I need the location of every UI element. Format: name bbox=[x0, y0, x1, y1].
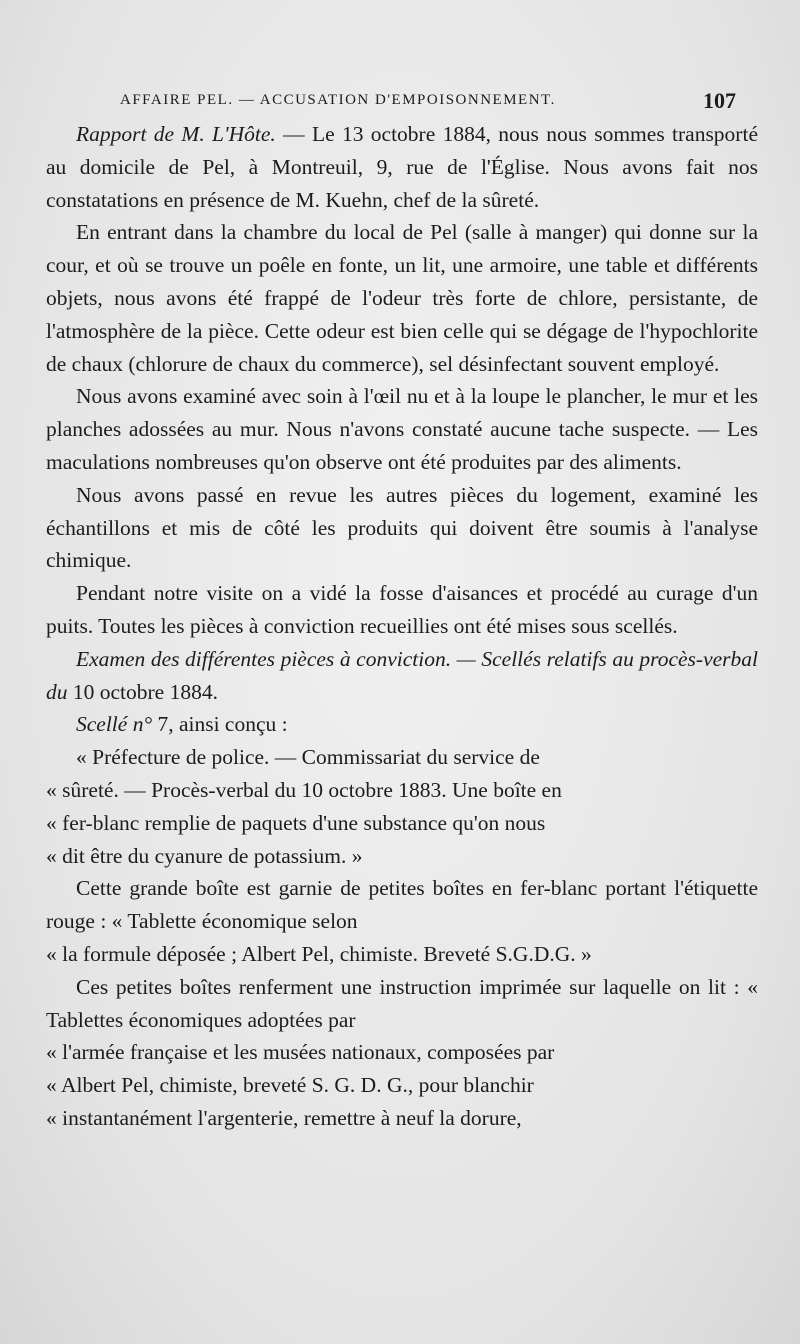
quote-line: « Albert Pel, chimiste, breveté S. G. D. G., pour blanchir bbox=[46, 1073, 534, 1098]
running-title: AFFAIRE PEL. — ACCUSATION D'EMPOISONNEMENT. bbox=[120, 92, 556, 108]
running-header bbox=[120, 88, 740, 112]
exhibits-heading-italic: Examen des différentes pièces à conviction. — Scellés relatifs au procès-verbal du bbox=[46, 646, 758, 704]
report-author: Rapport de M. L'Hôte. bbox=[76, 122, 276, 146]
seal-text: 7, ainsi conçu : bbox=[152, 712, 288, 737]
quote-line: « la formule déposée ; Albert Pel, chimiste. Breveté S.G.D.G. » bbox=[46, 941, 592, 966]
paragraph-floor-examination: Nous avons examiné avec soin à l'œil nu et à la loupe le plancher, le mur et les planches adossées au mur. Nous n'avons constaté aucune tache suspecte. — Les maculations nombreuses qu'on observe ont été produites par des aliments. bbox=[46, 384, 758, 474]
quote-line: « l'armée française et les musées nationaux, composées par bbox=[46, 1040, 555, 1065]
paragraph-seal-7 bbox=[46, 708, 758, 741]
report-intro-text: — Le 13 octobre 1884, nous nous sommes transporté au domicile de Pel, à Montreuil, 9, rue de l'Église. Nous avons fait nos constatations en présence de M. Kuehn, chef de la sûreté. bbox=[46, 122, 758, 212]
page-number: 107 bbox=[703, 88, 736, 113]
paragraph-other-rooms: Nous avons passé en revue les autres pièces du logement, examiné les échantillons et mis de côté les produits qui doivent être soumis à l'analyse chimique. bbox=[46, 482, 758, 573]
quote-line: « fer-blanc remplie de paquets d'une substance qu'on nous bbox=[46, 810, 546, 835]
paragraph-big-box: Cette grande boîte est garnie de petites boîtes en fer-blanc portant l'étiquette rouge : « Tablette économique selon bbox=[46, 876, 758, 934]
quote-line: « dit être du cyanure de potassium. » bbox=[46, 843, 363, 868]
paragraph-cesspit: Pendant notre visite on a vidé la fosse d'aisances et procédé au curage d'un puits. Toutes les pièces à conviction recueillies ont été mises sous scellés. bbox=[46, 581, 758, 638]
page-body bbox=[46, 118, 758, 1135]
paragraph-small-boxes: Ces petites boîtes renferment une instruction imprimée sur laquelle on lit : « Tablettes économiques adoptées par bbox=[46, 974, 758, 1032]
quote-line: « Préfecture de police. — Commissariat du service de bbox=[76, 745, 540, 770]
exhibits-heading-date: 10 octobre 1884. bbox=[67, 679, 218, 704]
quote-line: « instantanément l'argenterie, remettre à neuf la dorure, bbox=[46, 1105, 522, 1130]
paragraph-room-description: En entrant dans la chambre du local de Pel (salle à manger) qui donne sur la cour, et où se trouve un poêle en fonte, un lit, une armoire, une table et différents objets, nous avons été frappé de l'odeur très forte de chlore, persistante, de l'atmosphère de la pièce. Cette odeur est bien celle qui se dégage de l'hypochlorite de chaux (chlorure de chaux du commerce), sel désinfectant souvent employé. bbox=[46, 220, 758, 376]
seal-label: Scellé n° bbox=[76, 712, 153, 737]
paragraph-report-intro bbox=[46, 118, 758, 216]
quote-line: « sûreté. — Procès-verbal du 10 octobre 1883. Une boîte en bbox=[46, 777, 562, 802]
section-heading-exhibits bbox=[46, 643, 758, 709]
